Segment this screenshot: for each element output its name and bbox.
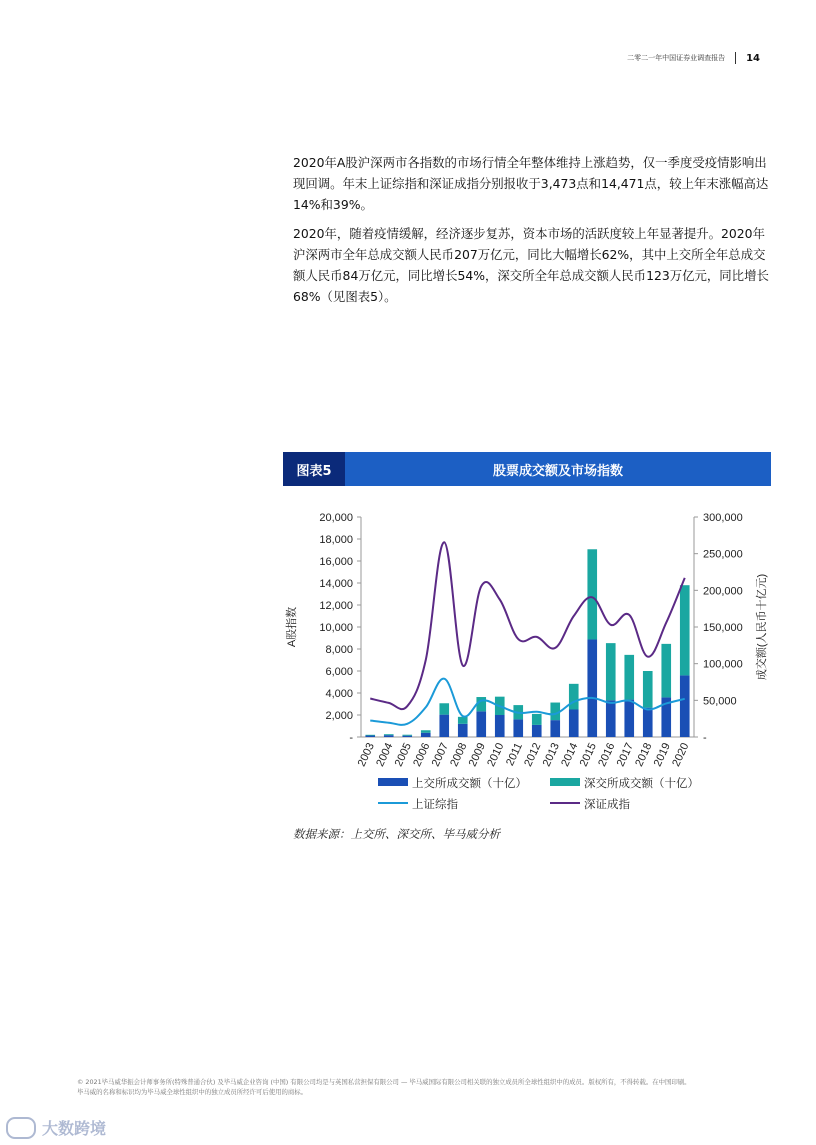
- bar-szse: [680, 585, 690, 675]
- bar-szse: [458, 717, 468, 724]
- bar-sse: [458, 724, 468, 737]
- bar-sse: [421, 733, 431, 737]
- y-right-axis-title: 成交额(人民币十亿元): [756, 573, 768, 681]
- bar-sse: [365, 736, 375, 737]
- watermark-text: 大数跨境: [42, 1119, 107, 1138]
- y-right-tick-label: 250,000: [703, 548, 743, 561]
- y-left-tick-label: 4,000: [325, 688, 353, 700]
- x-tick-label: 2012: [522, 741, 544, 769]
- y-right-tick-label: -: [703, 732, 707, 744]
- x-tick-label: 2007: [429, 741, 451, 769]
- footer: [77, 1077, 767, 1097]
- body-text: [293, 152, 773, 315]
- x-tick-label: 2006: [411, 741, 433, 769]
- paragraph-1: 2020年A股沪深两市各指数的市场行情全年整体维持上涨趋势，仅一季度受疫情影响出现回调。年末上证综指和深证成指分别报收于3,473点和14,471点，较上年末涨幅高达14%和39%。: [293, 155, 769, 212]
- y-left-tick-label: 10,000: [319, 622, 353, 634]
- y-right-tick-label: 100,000: [703, 658, 743, 671]
- x-tick-label: 2013: [540, 741, 562, 769]
- bar-sse: [532, 725, 542, 737]
- bar-sse: [495, 715, 505, 737]
- bar-sse: [384, 735, 394, 737]
- x-tick-label: 2009: [466, 741, 488, 769]
- y-left-tick-label: 20,000: [319, 512, 353, 524]
- x-tick-label: 2005: [392, 741, 414, 769]
- y-right-tick-label: 150,000: [703, 622, 743, 634]
- bar-szse: [421, 730, 431, 732]
- x-tick-label: 2015: [577, 741, 599, 769]
- bar-szse: [587, 549, 597, 639]
- bar-szse: [624, 655, 634, 700]
- y-left-tick-label: 16,000: [319, 556, 353, 568]
- watermark-logo-icon: [6, 1117, 36, 1139]
- figure-title: 股票成交额及市场指数: [345, 452, 771, 486]
- x-tick-label: 2011: [504, 741, 525, 768]
- x-tick-label: 2008: [448, 741, 470, 769]
- y-left-tick-label: 8,000: [325, 644, 353, 656]
- bar-sse: [624, 700, 634, 737]
- x-tick-label: 2003: [355, 741, 377, 769]
- x-tick-label: 2010: [485, 741, 507, 769]
- bar-szse: [569, 684, 579, 710]
- legend-label: 上交所成交额（十亿）: [412, 778, 527, 790]
- bar-sse: [513, 719, 523, 737]
- bar-sse: [550, 720, 560, 737]
- y-right-tick-label: 300,000: [703, 512, 743, 524]
- footer-trademark: 毕马威的名称和标识均为毕马威全球性组织中的独立成员所经许可后使用的商标。: [77, 1088, 308, 1096]
- y-left-tick-label: 6,000: [325, 666, 353, 678]
- x-tick-label: 2017: [614, 741, 636, 769]
- y-right-tick-label: 200,000: [703, 585, 743, 598]
- data-source: 数据来源：上交所、深交所、毕马威分析: [293, 827, 500, 841]
- bar-szse: [365, 735, 375, 736]
- bar-szse: [643, 671, 653, 708]
- legend-label: 上证综指: [412, 799, 458, 811]
- bar-szse: [532, 714, 542, 725]
- figure-number: 图表5: [283, 452, 345, 486]
- bar-sse: [476, 711, 486, 737]
- bar-szse: [661, 644, 671, 698]
- footer-copyright: © 2021毕马威华振会计师事务所(特殊普通合伙) 及毕马威企业咨询 (中国) 有限公司均是与英国私营担保有限公司 — 毕马威国际有限公司相关联的独立成员所全球性组织中的成员。版权所有，不得转载。在中国印刷。: [77, 1078, 691, 1086]
- watermark: [6, 1116, 106, 1139]
- bar-szse: [606, 643, 616, 700]
- bar-sse: [606, 700, 616, 737]
- line-shenzhen-component: [370, 542, 685, 709]
- page-header: [627, 52, 760, 64]
- x-tick-label: 2004: [374, 741, 396, 769]
- bar-sse: [439, 715, 449, 737]
- figure-header: [283, 452, 771, 486]
- y-left-tick-label: -: [349, 732, 353, 744]
- x-tick-label: 2020: [670, 741, 692, 769]
- bar-sse: [680, 675, 690, 737]
- y-right-tick-label: 50,000: [703, 695, 737, 708]
- x-tick-label: 2019: [651, 741, 673, 769]
- y-left-tick-label: 18,000: [319, 534, 353, 546]
- legend-label: 深交所成交额（十亿）: [584, 778, 699, 790]
- legend-swatch: [378, 778, 408, 786]
- x-tick-label: 2018: [633, 741, 655, 769]
- y-left-tick-label: 12,000: [319, 600, 353, 612]
- bar-szse: [402, 735, 412, 736]
- y-left-tick-label: 2,000: [325, 710, 353, 722]
- trading-volume-index-chart: [283, 500, 771, 822]
- y-left-tick-label: 14,000: [319, 578, 353, 590]
- y-left-axis-title: A股指数: [286, 606, 298, 648]
- x-tick-label: 2014: [559, 741, 581, 769]
- legend-swatch: [550, 778, 580, 786]
- bar-sse: [587, 639, 597, 737]
- bar-sse: [402, 736, 412, 737]
- header-divider: [735, 52, 736, 64]
- legend-label: 深证成指: [584, 799, 630, 811]
- line-shanghai-composite: [370, 679, 685, 725]
- bar-szse: [384, 734, 394, 735]
- bar-sse: [569, 710, 579, 738]
- paragraph-2: 2020年，随着疫情缓解，经济逐步复苏，资本市场的活跃度较上年显著提升。2020年沪深两市全年总成交额人民币207万亿元，同比大幅增长62%，其中上交所全年总成交额人民币84万亿元，同比增长54%，深交所全年总成交额人民币123万亿元，同比增长68%（见图表5）。: [293, 226, 769, 304]
- bar-szse: [439, 703, 449, 714]
- report-title: 二零二一年中国证券业调查报告: [627, 54, 726, 62]
- page-number: 14: [746, 52, 760, 64]
- bar-sse: [643, 708, 653, 737]
- x-tick-label: 2016: [596, 741, 618, 769]
